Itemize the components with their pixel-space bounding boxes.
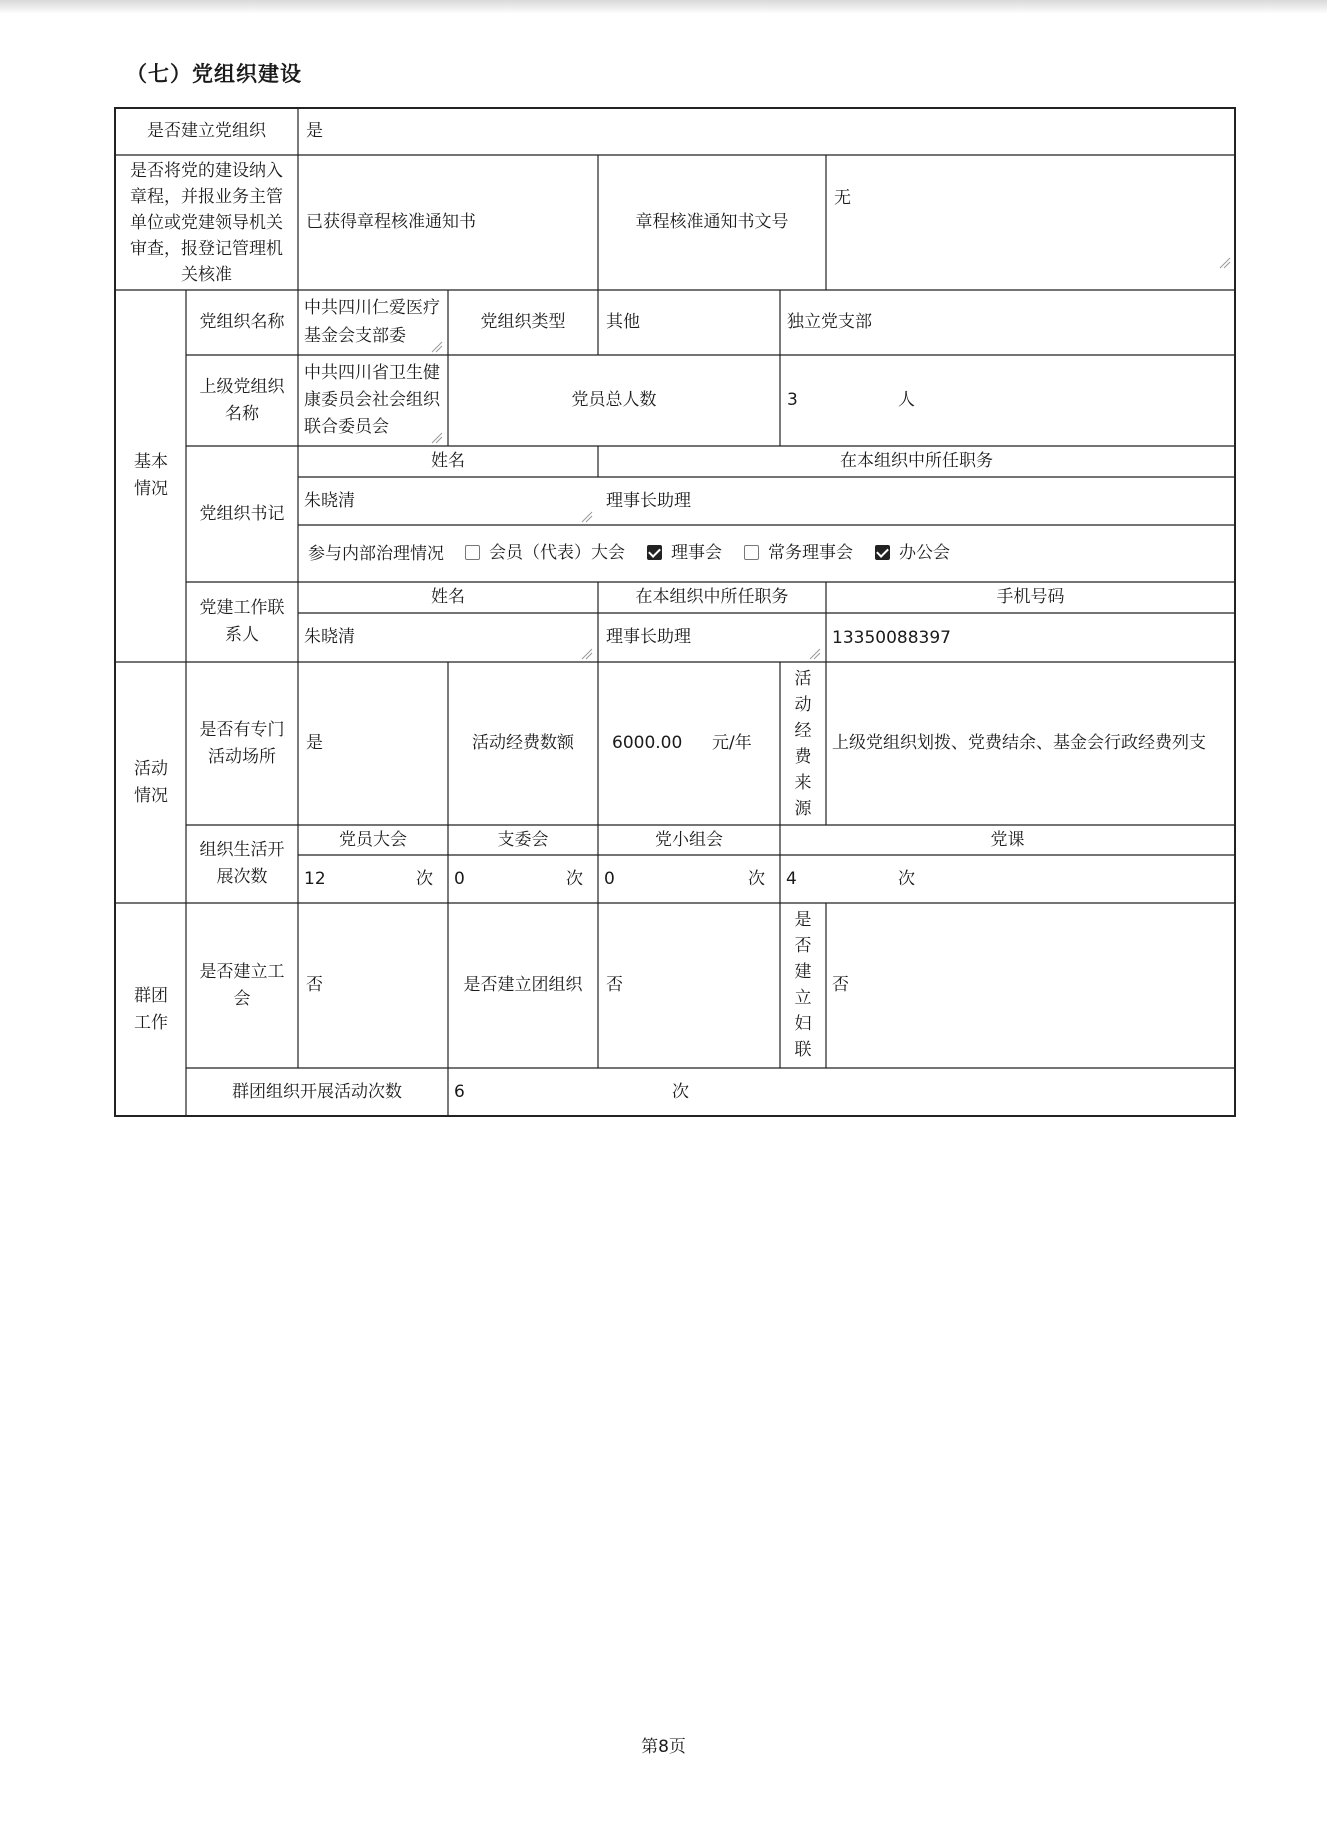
activity-section-label: 活动情况 [134,758,168,806]
funds-label: 活动经费数额 [472,733,574,753]
venue-value: 是 [306,733,323,753]
contact-phone-header: 手机号码 [996,587,1065,607]
scan-top-shade [0,0,1327,14]
life-value-group-meeting: 0 [604,868,615,889]
checkbox-checked-icon[interactable] [647,545,662,560]
secretary-name: 朱晓清 [304,490,355,511]
life-unit-4: 次 [898,868,915,889]
members-total-value: 3 [787,390,798,410]
page-number: 第8页 [641,1737,686,1757]
women-federation-label: 是否建立妇联 [794,910,812,1060]
union-label: 是否建立工会 [199,961,285,1009]
contact-label: 党建工作联系人 [199,598,285,645]
life-header-group-meeting: 党小组会 [655,829,723,850]
funds-value: 6000.00 [612,733,683,753]
governance-option-office-meeting[interactable]: 办公会 [875,540,950,567]
org-life-label: 组织生活开展次数 [199,840,285,887]
life-header-committee: 支委会 [497,829,549,850]
members-total-label: 党员总人数 [571,390,657,410]
secretary-post: 理事长助理 [606,490,691,511]
life-value-party-lesson: 4 [786,868,797,889]
funds-source-value: 上级党组织划拨、党费结余、基金会行政经费列支 [832,733,1206,753]
mass-activity-count-label: 群团组织开展活动次数 [232,1081,402,1102]
section-heading: （七）党组织建设 [126,62,302,86]
life-header-party-lesson: 党课 [990,829,1025,850]
parent-org-value: 中共四川省卫生健康委员会社会组织联合委员会 [304,363,440,437]
mass-section-label: 群团工作 [134,985,168,1033]
governance-options [465,525,972,582]
basic-section-label: 基本情况 [134,452,168,499]
life-header-member-meeting: 党员大会 [339,829,407,850]
contact-name: 朱晓清 [304,627,355,647]
life-unit-1: 次 [416,868,433,889]
life-value-committee: 0 [454,868,465,889]
youth-org-value: 否 [606,975,623,995]
life-value-member-meeting: 12 [304,868,326,889]
charter-doc-no-label: 章程核准通知书文号 [635,212,789,232]
contact-post: 理事长助理 [606,627,691,647]
party-org-established-value: 是 [306,121,323,141]
funds-unit: 元/年 [712,733,752,753]
secretary-post-header: 在本组织中所任职务 [840,451,993,471]
members-total-unit: 人 [898,390,915,410]
governance-option-board[interactable]: 理事会 [647,540,722,567]
charter-inclusion-value: 已获得章程核准通知书 [306,212,476,232]
contact-name-header: 姓名 [431,587,465,607]
contact-phone: 13350088397 [832,628,951,648]
funds-source-label: 活动经费来源 [794,669,812,819]
parent-org-label: 上级党组织名称 [199,376,285,424]
checkbox-unchecked-icon[interactable] [465,545,480,560]
org-name-label: 党组织名称 [199,312,285,332]
org-name-value: 中共四川仁爱医疗基金会支部委 [304,298,440,346]
venue-label: 是否有专门活动场所 [199,719,285,767]
party-org-established-label: 是否建立党组织 [147,121,266,141]
women-federation-value: 否 [832,975,849,995]
governance-label: 参与内部治理情况 [308,543,444,564]
checkbox-unchecked-icon[interactable] [744,545,759,560]
charter-doc-no-value: 无 [834,188,851,208]
secretary-name-header: 姓名 [431,451,465,471]
secretary-label: 党组织书记 [199,503,285,524]
life-unit-2: 次 [566,868,583,889]
life-unit-3: 次 [748,868,765,889]
mass-activity-count-value: 6 [454,1081,465,1102]
youth-org-label: 是否建立团组织 [463,975,583,995]
governance-option-member-assembly[interactable]: 会员（代表）大会 [465,540,625,567]
org-type-label: 党组织类型 [480,312,566,332]
union-value: 否 [306,975,323,995]
charter-inclusion-label: 是否将党的建设纳入章程，并报业务主管单位或党建领导机关审查，报登记管理机关核准 [130,160,283,285]
checkbox-checked-icon[interactable] [875,545,890,560]
mass-activity-count-unit: 次 [672,1081,689,1102]
org-type-value: 其他 [606,312,640,332]
org-type-value-2: 独立党支部 [787,312,872,332]
governance-option-standing-board[interactable]: 常务理事会 [744,540,853,567]
contact-post-header: 在本组织中所任职务 [635,587,789,607]
